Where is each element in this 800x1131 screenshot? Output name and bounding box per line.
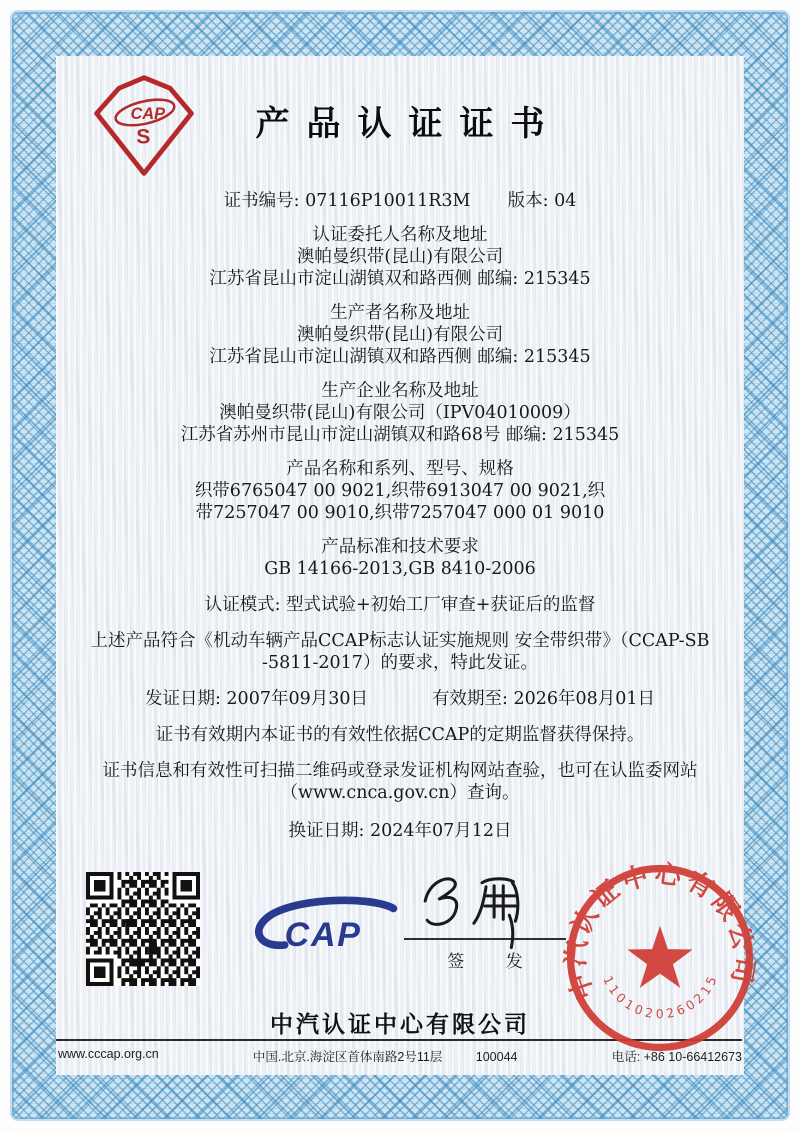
standard-line: GB 14166-2013,GB 8410-2006 xyxy=(264,559,536,579)
renewal-date-line: 换证日期: 2024年07月12日 xyxy=(288,821,512,841)
cert-version-label: 版本: xyxy=(507,191,549,211)
producer-heading: 生产者名称及地址 xyxy=(330,303,470,323)
qr-finder-bottom-left xyxy=(86,955,117,986)
seal-star-icon xyxy=(627,926,692,988)
footer-company-name: 中汽认证中心有限公司 xyxy=(270,1011,530,1037)
cert-no-label: 证书编号: xyxy=(223,191,300,211)
verify-note-line1: 证书信息和有效性可扫描二维码或登录发证机构网站查验，也可在认监委网站 xyxy=(102,761,698,781)
qr-finder-top-left xyxy=(86,872,117,903)
producer-address: 江苏省昆山市淀山湖镇双和路西侧 邮编: 215345 xyxy=(209,347,591,367)
product-heading: 产品名称和系列、型号、规格 xyxy=(286,459,514,479)
footer-phone: 电话: +86 10-66412673 xyxy=(611,1050,742,1064)
cert-version-value: 04 xyxy=(554,191,577,211)
wordmark-text: CAP xyxy=(284,915,362,954)
cert-no-value: 07116P10011R3M xyxy=(305,191,471,211)
verify-note-line2: （www.cnca.gov.cn）查询。 xyxy=(280,783,520,803)
standard-heading: 产品标准和技术要求 xyxy=(321,537,479,557)
ccap-wordmark-logo-icon xyxy=(232,896,402,960)
product-models-line1: 织带6765047 00 9021,织带6913047 00 9021,织 xyxy=(194,481,606,501)
applicant-address: 江苏省昆山市淀山湖镇双和路西侧 邮编: 215345 xyxy=(209,269,591,289)
certification-mode-line: 认证模式: 型式试验+初始工厂审查+获证后的监督 xyxy=(204,595,596,615)
seal-serial-text: 1101020260215 xyxy=(600,970,721,1022)
maintenance-note: 证书有效期内本证书的有效性依据CCAP的定期监督获得保持。 xyxy=(155,725,645,745)
signature-block xyxy=(404,870,566,972)
expiry-date: 有效期至: 2026年08月01日 xyxy=(432,689,656,709)
factory-address: 江苏省苏州市昆山市淀山湖镇双和路68号 邮编: 215345 xyxy=(180,425,620,445)
qr-finder-top-right xyxy=(169,872,200,903)
statement-line2: -5811-2017）的要求，特此发证。 xyxy=(262,653,538,673)
certificate-number-line xyxy=(56,187,744,212)
issue-date: 发证日期: 2007年09月30日 xyxy=(144,689,368,709)
applicant-name: 澳帕曼织带(昆山)有限公司 xyxy=(296,247,504,267)
svg-text:1101020260215 xyxy=(600,971,720,1021)
producer-name: 澳帕曼织带(昆山)有限公司 xyxy=(296,325,504,345)
footer-postcode: 100044 xyxy=(475,1050,518,1064)
signature-label: 签 发 xyxy=(447,952,541,972)
badge-s-text: S xyxy=(136,124,151,149)
statement-line1: 上述产品符合《机动车辆产品CCAP标志认证实施规则 安全带织带》（CCAP-SB xyxy=(90,631,710,651)
footer-address-group xyxy=(253,1047,518,1065)
ccap-diamond-logo-icon xyxy=(86,68,202,184)
seal-company-text: 中汽认证中心有限公司 xyxy=(561,859,760,1004)
factory-heading: 生产企业名称及地址 xyxy=(321,381,479,401)
factory-name: 澳帕曼织带(昆山)有限公司（IPV04010009） xyxy=(219,403,581,423)
badge-cap-text: CAP xyxy=(130,105,166,124)
applicant-heading: 认证委托人名称及地址 xyxy=(312,225,488,245)
certificate-title: 产品认证证书 xyxy=(255,104,562,144)
signature-line xyxy=(404,938,566,940)
company-seal xyxy=(556,854,764,1062)
dates-row xyxy=(56,688,744,710)
conformity-statement xyxy=(70,630,730,674)
product-models-line2: 带7257047 00 9010,织带7257047 000 01 9010 xyxy=(195,503,605,523)
qr-code xyxy=(86,872,200,986)
footer-address: 中国.北京.海淀区首体南路2号11层 xyxy=(252,1050,443,1064)
signature-graphic xyxy=(409,870,561,936)
footer-website: www.cccap.org.cn xyxy=(58,1047,159,1061)
